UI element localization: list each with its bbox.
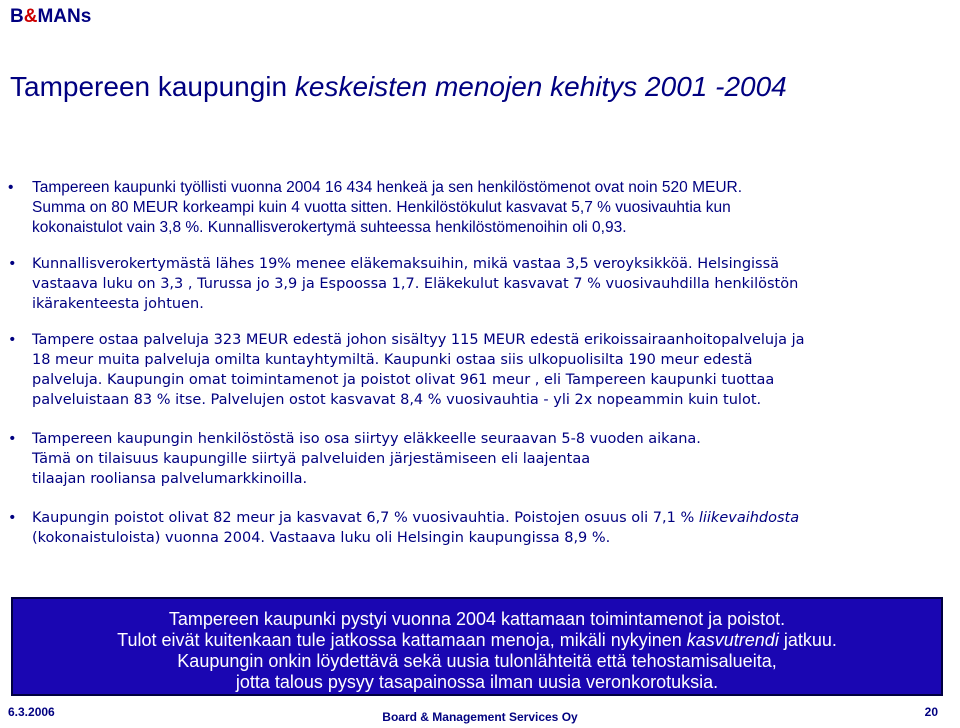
bullet-icon: • bbox=[8, 510, 17, 526]
bullet-icon: • bbox=[8, 431, 17, 447]
bullet-item: • Kunnallisverokertymästä lähes 19% menee eläkemaksuihin, mikä vastaa 3,5 veroyksikköä. Helsingissä vastaava luku on 3,3 , Turussa jo 3,9 ja Espoossa 1,7. Eläkekulut kasvavat 7 % vuosivauhdilla henkilöstön ikärakenteesta johtuen. bbox=[8, 256, 799, 312]
company-logo: B&MANs bbox=[10, 6, 92, 27]
summary-box: Tampereen kaupunki pystyi vuonna 2004 kattamaan toimintamenot ja poistot. Tulot eivät kuitenkaan tule jatkossa kattamaan menoja, mikäli nykyinen kasvutrendi jatkuu. Kaupungin onkin löydettävä sekä uusia tulonlähteitä että tehostamisalueita, jotta talous pysyy tasapainossa ilman uusia veronkorotuksia. bbox=[11, 597, 943, 696]
bullet-icon: • bbox=[8, 256, 17, 272]
bullet-icon: • bbox=[8, 179, 14, 196]
footer-date: 6.3.2006 bbox=[8, 705, 55, 719]
footer-company: Board & Management Services Oy bbox=[382, 710, 578, 724]
bullet-icon: • bbox=[8, 332, 17, 348]
bullet-item: • Tampere ostaa palveluja 323 MEUR edestä johon sisältyy 115 MEUR edestä erikoissairaanhoitopalveluja ja 18 meur muita palveluja omilta kuntayhtymiltä. Kaupunki ostaa siis ulkopuolisilta 190 meur edestä palveluja. Kaupungin omat toimintamenot ja poistot olivat 961 meur , eli Tampereen kaupunki tuottaa palveluistaan 83 % itse. Palvelujen ostot kasvavat 8,4 % vuosivauhtia - yli 2x nopeammin kuin tulot. bbox=[8, 332, 805, 408]
bullet-item: • Tampereen kaupungin henkilöstöstä iso osa siirtyy eläkkeelle seuraavan 5-8 vuoden aikana. Tämä on tilaisuus kaupungille siirtyä palveluiden järjestämiseen eli laajentaa tilaajan rooliansa palvelumarkkinoilla. bbox=[8, 431, 701, 487]
bullet-item: • Kaupungin poistot olivat 82 meur ja kasvavat 6,7 % vuosivauhtia. Poistojen osuus oli 7,1 % liikevaihdosta (kokonaistuloista) vuonna 2004. Vastaava luku oli Helsingin kaupungissa 8,9 %. bbox=[8, 510, 800, 546]
bullet-list bbox=[8, 178, 938, 548]
bullet-item: • Tampereen kaupunki työllisti vuonna 2004 16 434 henkeä ja sen henkilöstömenot ovat noin 520 MEUR. Summa on 80 MEUR korkeampi kuin 4 vuotta sitten. Henkilöstökulut kasvavat 5,7 % vuosivauhtia kun kokonaistulot vain 3,8 %. Kunnallisverokertymä suhteessa henkilöstömenoihin oli 0,93. bbox=[8, 179, 743, 236]
page-number: 20 bbox=[924, 705, 938, 719]
page-title: Tampereen kaupungin keskeisten menojen kehitys 2001 -2004 bbox=[10, 71, 787, 102]
